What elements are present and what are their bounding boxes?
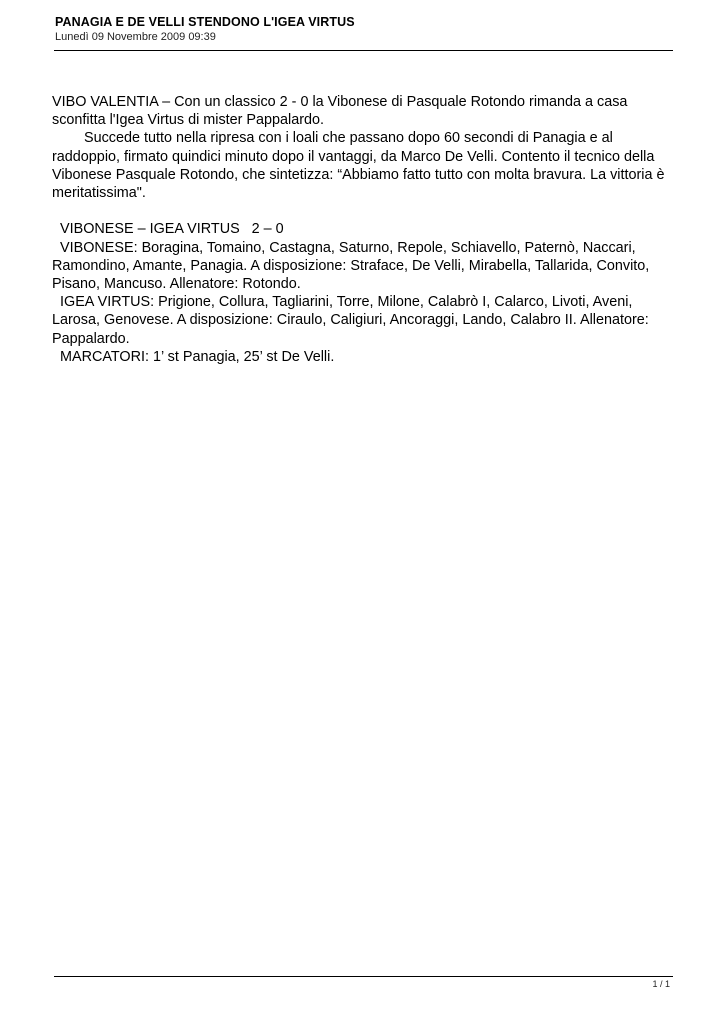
home-team-lineup: VIBONESE: Boragina, Tomaino, Castagna, Saturno, Repole, Schiavello, Paternò, Naccari, Ramondino, Amante, Panagia. A disposizione: Straface, De Velli, Mirabella, Tallarida, Convito, Pisano, Mancuso. Allenatore: Rotondo. [52,239,654,293]
header-divider [54,50,673,51]
away-team-lineup: IGEA VIRTUS: Prigione, Collura, Tagliarini, Torre, Milone, Calabrò I, Calarco, Livoti, Aveni, Larosa, Genovese. A disposizione: Ciraulo, Caligiuri, Ancoraggi, Lando, Calabro II. Allenatore: Pappalardo. [52,294,653,347]
body-paragraph: Succede tutto nella ripresa con i loali che passano dopo 60 secondi di Panagia e al raddoppio, firmato quindici minuto dopo il vantaggi, da Marco De Velli. Contento il tecnico della Vibonese Pasquale Rotondo, che sintetizza: “Abbiamo fatto tutto con molta bravura. La vittoria è meritatissima". [52,130,665,202]
scorers-line: MARCATORI: 1’ st Panagia, 25’ st De Velli. [52,348,335,365]
article-body [52,93,677,366]
page-title: PANAGIA E DE VELLI STENDONO L'IGEA VIRTUS [55,15,355,29]
publish-date: Lunedì 09 Novembre 2009 09:39 [55,31,216,43]
lead-paragraph: VIBO VALENTIA – Con un classico 2 - 0 la Vibonese di Pasquale Rotondo rimanda a casa sconfitta l'Igea Virtus di mister Pappalardo. [52,94,628,129]
footer-divider [54,976,673,977]
match-result: VIBONESE – IGEA VIRTUS 2 – 0 [52,221,284,238]
page-number: 1 / 1 [652,979,670,989]
paragraph-spacer [52,202,677,220]
page-header [55,14,673,44]
